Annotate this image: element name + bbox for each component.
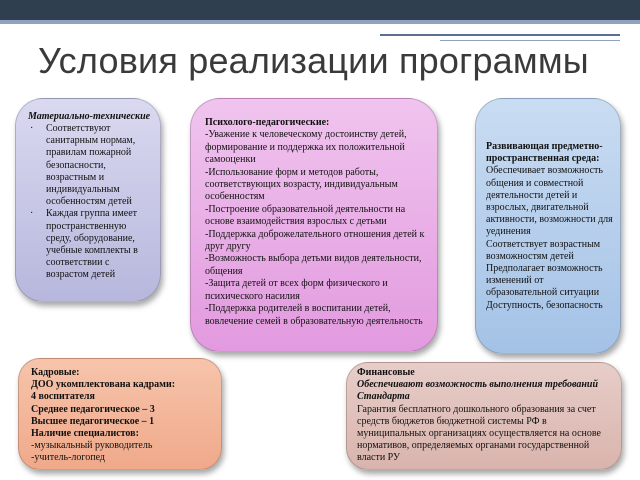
finance-heading: Финансовые (357, 367, 415, 378)
list-item: Предполагает возможность изменений от образовательной ситуации (486, 263, 603, 299)
list-item: -Использование форм и методов работы, соответствующих возрасту, индивидуальным особенностям (205, 166, 398, 203)
cadres-heading: Кадровые: (31, 367, 80, 378)
material-list (28, 123, 152, 282)
slide-title: Условия реализации программы (38, 40, 589, 81)
header-band (0, 0, 640, 20)
header-accent (0, 20, 640, 24)
list-item: ДОО укомплектована кадрами: (31, 379, 176, 391)
decor-line (380, 34, 620, 36)
finance-text: Гарантия бесплатного дошкольного образования за счет средств бюджетов бюджетной системы РФ в муниципальных организациях осуществляется на основе нормативов, определяемых органами государственной власти РУ (357, 403, 601, 464)
list-item: 4 воспитателя (31, 391, 95, 403)
finance-box (346, 362, 622, 470)
finance-subheading: Обеспечивают возможность выполнения требований Стандарта (357, 379, 599, 403)
list-item: Соответствует возрастным возможностям детей (486, 238, 601, 262)
environment-box (475, 98, 621, 354)
bullet-icon: · (30, 123, 34, 134)
list-item: Наличие специалистов: (31, 428, 139, 440)
list-item: -Поддержка родителей в воспитании детей, вовлечение семей в образовательную деятельность (205, 303, 423, 327)
list-item: Среднее педагогическое – 3 (31, 403, 155, 415)
psych-box (190, 98, 438, 352)
list-item: -Поддержка доброжелательного отношения детей к друг другу (205, 228, 425, 253)
material-box (15, 98, 161, 302)
list-item: -Возможность выбора детьми видов деятельности, общения (205, 253, 422, 277)
list-item: -Построение образовательной деятельности на основе взаимодействия взрослых с детьми (205, 203, 406, 228)
list-item: Высшее педагогическое – 1 (31, 415, 155, 427)
bullet-icon: · (30, 208, 34, 220)
environment-heading: Развивающая предметно-пространственная среда: (486, 141, 603, 165)
list-item: -Уважение к человеческому достоинству детей, формирование и поддержка их положительной самооценки (205, 129, 407, 166)
psych-heading: Психолого-педагогические: (205, 117, 330, 128)
list-item: Обеспечивает возможность общения и совместной деятельности детей и взрослых, двигательной активности, возможности для уединения (486, 165, 613, 238)
list-item: Доступность, безопасность (486, 299, 603, 311)
list-item: · Соответствуют санитарным нормам, правилам пожарной безопасности, возрастным и индивидуальным особенностям детей (30, 123, 136, 208)
list-item: -Защита детей от всех форм физического и психического насилия (205, 278, 388, 302)
list-item: · Каждая группа имеет пространственную среду, оборудование, учебные комплекты в соответствии с возрастом детей (30, 208, 138, 281)
list-item: -музыкальный руководитель (31, 440, 153, 452)
list-item: -учитель-логопед (31, 452, 105, 464)
cadres-box (18, 358, 222, 470)
material-heading: Материально-техническиe (28, 111, 151, 122)
